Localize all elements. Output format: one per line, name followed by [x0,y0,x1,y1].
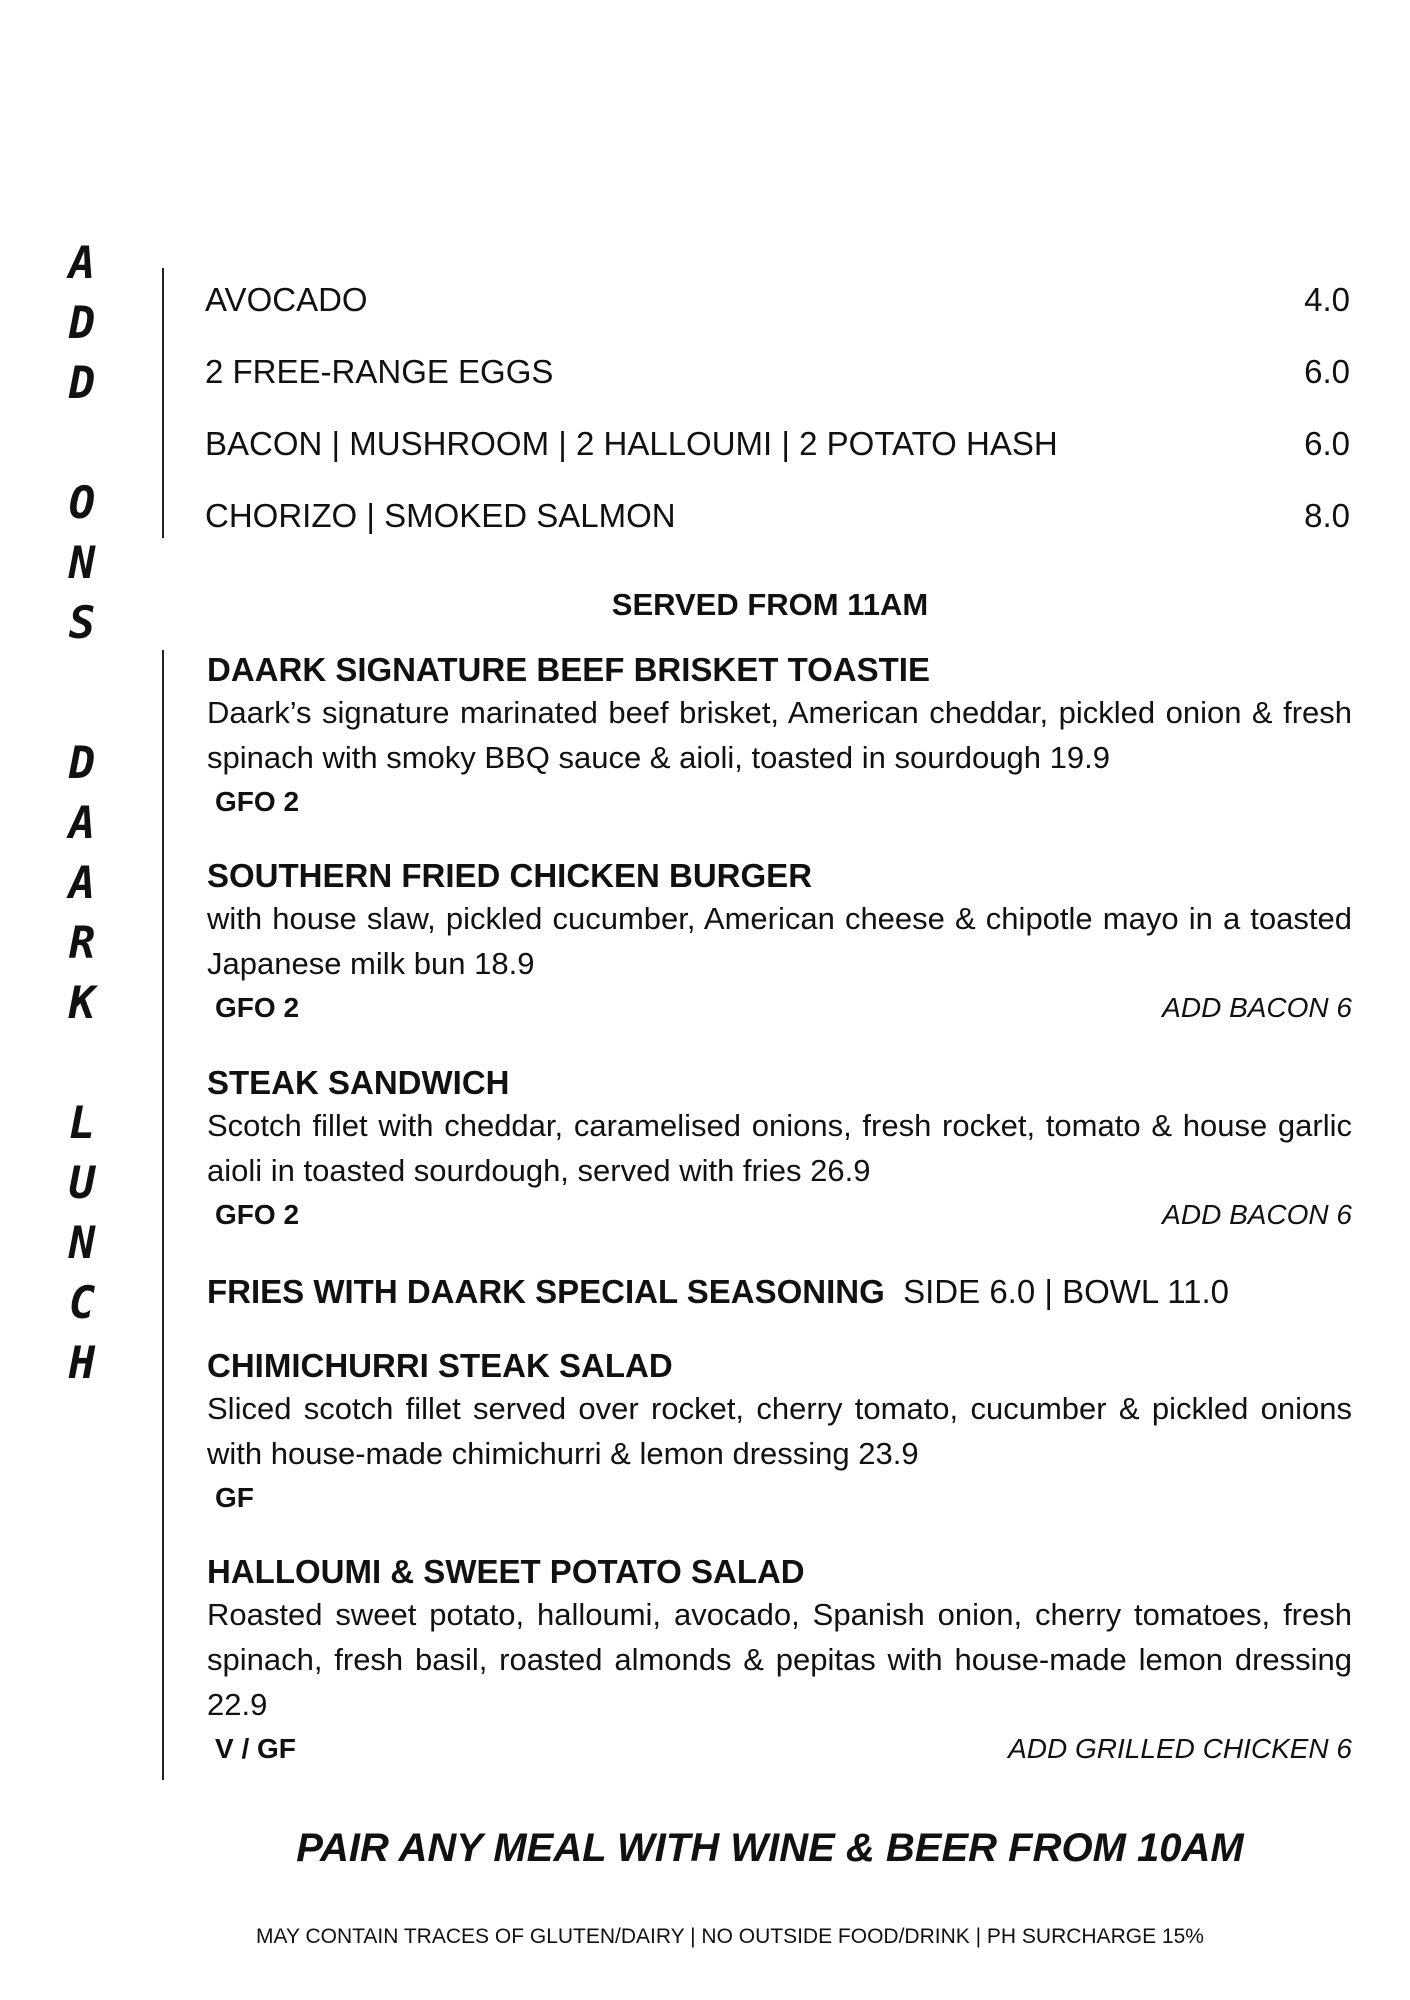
addon-price: 6.0 [1304,425,1350,462]
list-item [205,414,1350,486]
dietary-badge: GFO 2 [215,992,300,1023]
addon-name: 2 FREE-RANGE EGGS [205,353,554,390]
footer-disclaimer: MAY CONTAIN TRACES OF GLUTEN/DAIRY | NO OUTSIDE FOOD/DRINK | PH SURCHARGE 15% [256,1925,1204,1948]
pairing-promo: PAIR ANY MEAL WITH WINE & BEER FROM 10AM [296,1826,1244,1870]
item-description: Sliced scotch fillet served over rocket, cherry tomato, cucumber & pickled onions with house-made chimichurri & lemon dressing 23.9 [207,1391,1352,1471]
addon-name: BACON | MUSHROOM | 2 HALLOUMI | 2 POTATO HASH [205,425,1058,462]
item-description: Roasted sweet potato, halloumi, avocado, Spanish onion, cherry tomatoes, fresh spinach, fresh basil, roasted almonds & pepitas with house-made lemon dressing 22.9 [207,1597,1352,1722]
side-heading-add-ons: A D D O N S [68,238,96,649]
item-description: Scotch fillet with cheddar, caramelised onions, fresh rocket, tomato & house garlic aioli in toasted sourdough, served with fries 26.9 [207,1108,1352,1188]
menu-item-steak-sandwich [207,1063,1352,1237]
dietary-badge: GFO 2 [215,786,300,817]
item-footer [207,986,1352,1030]
item-description: Daark’s signature marinated beef brisket, American cheddar, pickled onion & fresh spinach with smoky BBQ sauce & aioli, toasted in sourdough 19.9 [207,695,1352,775]
menu-item-chicken-burger [207,856,1352,1030]
side-heading-daark-lunch: D A A R K L U N C H [68,738,96,1389]
divider-rule [162,650,164,1780]
addon-name: AVOCADO [205,281,368,318]
dietary-badge: GFO 2 [215,1199,300,1230]
addon-name: CHORIZO | SMOKED SALMON [205,497,676,534]
item-title: CHIMICHURRI STEAK SALAD [207,1347,673,1384]
item-prices: SIDE 6.0 | BOWL 11.0 [903,1273,1229,1310]
list-item [205,486,1350,558]
addon-price: 4.0 [1304,281,1350,318]
item-description: with house slaw, pickled cucumber, American cheese & chipotle mayo in a toasted Japanese milk bun 18.9 [207,901,1352,981]
menu-item-halloumi-salad [207,1552,1352,1771]
list-item [205,270,1350,342]
item-title: FRIES WITH DAARK SPECIAL SEASONING [207,1273,885,1310]
menu-item-fries [207,1270,1352,1314]
dietary-badge: V / GF [215,1733,296,1764]
served-from-heading: SERVED FROM 11AM [611,587,929,622]
item-footer [207,1476,1352,1520]
dietary-badge: GF [215,1482,254,1513]
item-title: HALLOUMI & SWEET POTATO SALAD [207,1553,805,1590]
add-on-note: ADD BACON 6 [1162,992,1352,1023]
list-item [205,342,1350,414]
item-footer [207,780,1352,824]
addon-price: 6.0 [1304,353,1350,390]
item-title: DAARK SIGNATURE BEEF BRISKET TOASTIE [207,651,930,688]
item-title: SOUTHERN FRIED CHICKEN BURGER [207,857,813,894]
item-title: STEAK SANDWICH [207,1064,510,1101]
add-on-note: ADD GRILLED CHICKEN 6 [1008,1733,1352,1764]
item-footer [207,1193,1352,1237]
menu-item-chimichurri-salad [207,1346,1352,1520]
addon-price: 8.0 [1304,497,1350,534]
add-ons-list [205,270,1350,558]
add-on-note: ADD BACON 6 [1162,1199,1352,1230]
menu-item-brisket-toastie [207,650,1352,824]
divider-rule [162,268,164,538]
item-footer [207,1727,1352,1771]
